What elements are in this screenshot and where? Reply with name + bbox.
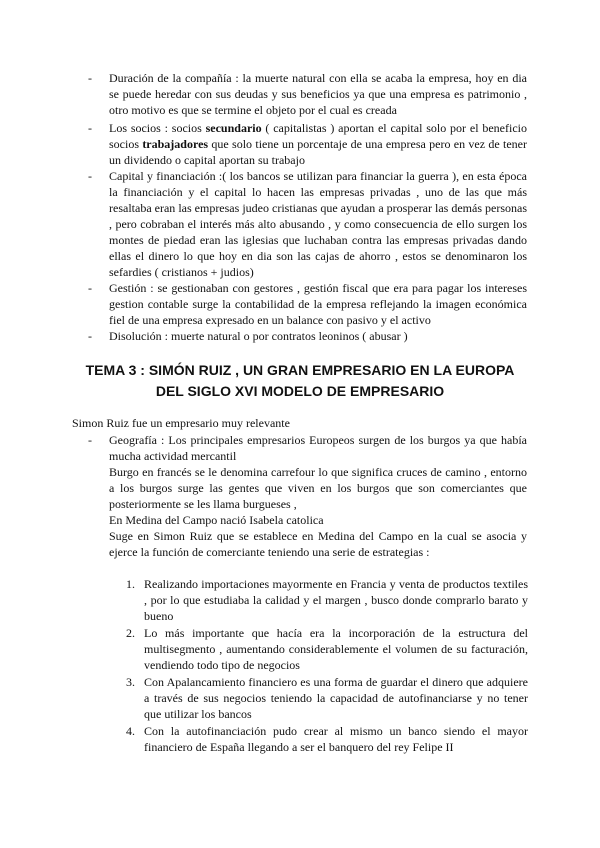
bullet-disolucion: Disolución : muerte natural o por contratos leoninos ( abusar ) [109,329,408,343]
strategy-item: Con la autofinanciación pudo crear al mismo un banco siendo el mayor financiero de España llegando a ser el banquero del rey Felipe II [144,724,528,754]
bullet-geografia: Geografía : Los principales empresarios Europeos surgen de los burgos ya que había mucha actividad mercantil [109,433,527,463]
list-number: 4. [126,724,135,738]
bullet-marker: - [88,281,92,295]
tema3-intro: Simon Ruiz fue un empresario muy relevante [72,416,290,430]
medina-paragraph: En Medina del Campo nació Isabela catolica [109,513,324,527]
list-number: 1. [126,577,135,591]
tema3-title-line1: TEMA 3 : SIMÓN RUIZ , UN GRAN EMPRESARIO EN LA EUROPA [85,362,515,378]
bullet-socios [109,120,527,168]
list-number: 2. [126,626,135,640]
socios-text-1: Los socios : socios [109,121,206,135]
bullet-capital: Capital y financiación :( los bancos se utilizan para financiar la guerra ), en esta época la financiación y el capital lo hacen las empresas privadas , uno de las que más resaltaba eran las empresas judeo cristianas que ayudan a prosperar las demás personas , pero cobraban el interés más alto abusando , y como consecuencia de ello surgen los montes de piedad eran las iglesias que luchaban contra las empresas privadas dando ellas el dinero lo que hoy en dia son las cajas de ahorro , estos se denominaron los sefardies ( cristianos + judios) [109,169,527,279]
socios-bold-trabajadores: trabajadores [142,137,209,151]
socios-text-2: ( capitalistas ) aportan el capital solo por el beneficio socios [109,121,527,151]
strategy-item: Lo más importante que hacía era la incorporación de la estructura del multisegmento , aumentando considerablemente el volumen de su facturación, vendiendo todo tipo de negocios [144,626,528,672]
strategy-item: Con Apalancamiento financiero es una forma de guardar el dinero que adquiere a través de sus negocios teniendo la capacidad de autofinanciarse y no tener que utilizar los bancos [144,675,528,721]
list-number: 3. [126,675,135,689]
burgo-paragraph: Burgo en francés se le denomina carrefour lo que significa cruces de camino , entorno a los burgos surge las gentes que viven en los burgos que son comerciantes que posteriormente se les llama burgueses , [109,465,527,511]
bullet-gestion: Gestión : se gestionaban con gestores , gestión fiscal que era para pagar los intereses gestion contable surge la contabilidad de la empresa reflejando la imagen económica fiel de una empresa expresado en un balance con pasivo y el activo [109,281,527,327]
strategy-item: Realizando importaciones mayormente en Francia y venta de productos textiles , por lo que estudiaba la calidad y el margen , busco donde comprarlo barato y bueno [144,577,528,623]
bullet-duracion: Duración de la compañía : la muerte natural con ella se acaba la empresa, hoy en dia se puede heredar con sus deudas y sus beneficios ya que una empresa es patrimonio , otro motivo es que se termine el objeto por el cual es creada [109,71,527,117]
bullet-marker: - [88,71,92,85]
tema3-title-line2: DEL SIGLO XVI MODELO DE EMPRESARIO [155,383,445,399]
bullet-marker: - [88,433,92,447]
bullet-marker: - [88,329,92,343]
socios-text-3: que solo tiene un porcentaje de una empresa pero en vez de tener un dividendo o capital aportan su trabajo [109,137,528,167]
bullet-marker: - [88,169,92,183]
bullet-marker: - [88,121,92,135]
socios-bold-secundario: secundario [205,121,262,135]
suge-paragraph: Suge en Simon Ruiz que se establece en Medina del Campo en la cual se asocia y ejerce la función de comerciante teniendo una serie de estrategias : [109,529,527,559]
